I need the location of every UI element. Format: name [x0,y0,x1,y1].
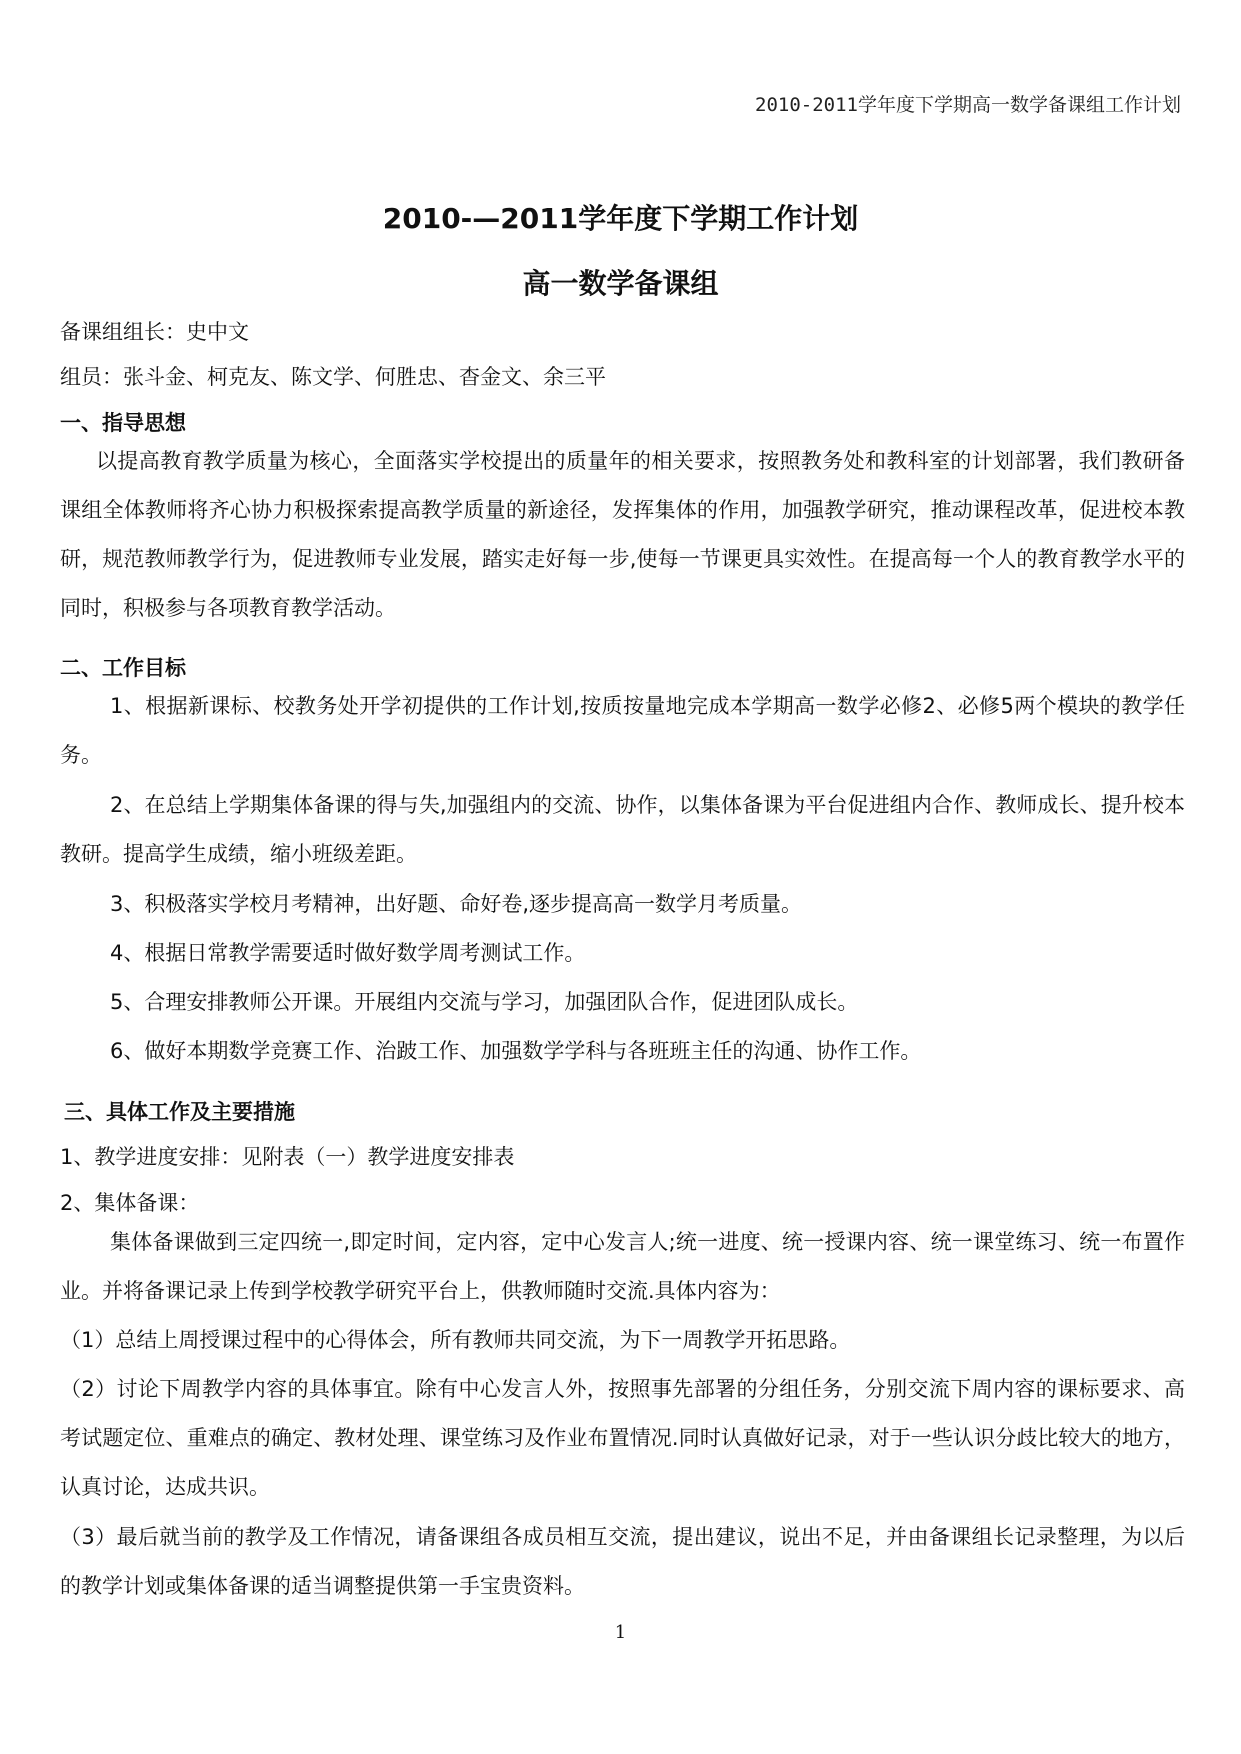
collective-sub-3: （3）最后就当前的教学及工作情况，请备课组各成员相互交流，提出建议，说出不足，并由备课组长记录整理，为以后的教学计划或集体备课的适当调整提供第一手宝贵资料。 [60,1525,1185,1598]
leader-line: 备课组组长：史中文 [60,320,249,344]
goal-item-6: 6、做好本期数学竞赛工作、治跛工作、加强数学学科与各班班主任的沟通、协作工作。 [110,1039,922,1063]
section2-heading: 二、工作目标 [60,656,186,680]
running-header: 2010-2011学年度下学期高一数学备课组工作计划 [755,94,1181,116]
collective-sub-1: （1）总结上周授课过程中的心得体会，所有教师共同交流，为下一周教学开拓思路。 [60,1328,851,1352]
members-line: 组员：张斗金、柯克友、陈文学、何胜忠、杳金文、余三平 [60,365,606,389]
goal-item-5: 5、合理安排教师公开课。开展组内交流与学习，加强团队合作，促进团队成长。 [110,990,859,1014]
page-number: 1 [614,1622,627,1643]
goal-item-4: 4、根据日常教学需要适时做好数学周考测试工作。 [110,941,586,965]
section3-heading: 三、具体工作及主要措施 [64,1100,295,1124]
section1-paragraph: 以提高教育教学质量为核心，全面落实学校提出的质量年的相关要求，按照教务处和教科室的计划部署，我们教研备课组全体教师将齐心协力积极探索提高教学质量的新途径，发挥集体的作用，加强教学研究，推动课程改革，促进校本教研，规范教师教学行为，促进教师专业发展，踏实走好每一步,使每一节课更具实效性。在提高每一个人的教育教学水平的同时，积极参与各项教育教学活动。 [60,449,1185,620]
section3-item-2: 2、集体备课： [60,1191,200,1215]
document-subtitle: 高一数学备课组 [522,267,719,300]
goal-item-2: 2、在总结上学期集体备课的得与失,加强组内的交流、协作，以集体备课为平台促进组内合作、教师成长、提升校本教研。提高学生成绩，缩小班级差距。 [60,793,1185,866]
section1-heading: 一、指导思想 [60,411,186,435]
goal-item-3: 3、积极落实学校月考精神，出好题、命好卷,逐步提高高一数学月考质量。 [110,892,803,916]
collective-sub-2: （2）讨论下周教学内容的具体事宜。除有中心发言人外，按照事先部署的分组任务，分别交流下周内容的课标要求、高考试题定位、重难点的确定、教材处理、课堂练习及作业布置情况.同时认真做好记录，对于一些认识分歧比较大的地方，认真讨论，达成共识。 [60,1377,1185,1499]
collective-paragraph: 集体备课做到三定四统一,即定时间，定内容，定中心发言人;统一进度、统一授课内容、统一课堂练习、统一布置作业。并将备课记录上传到学校教学研究平台上，供教师随时交流.具体内容为： [60,1230,1185,1303]
goal-item-1: 1、根据新课标、校教务处开学初提供的工作计划,按质按量地完成本学期高一数学必修2、必修5两个模块的教学任务。 [60,694,1185,767]
section3-item-1: 1、教学进度安排：见附表（一）教学进度安排表 [60,1145,515,1169]
document-title: 2010-—2011学年度下学期工作计划 [382,202,859,235]
